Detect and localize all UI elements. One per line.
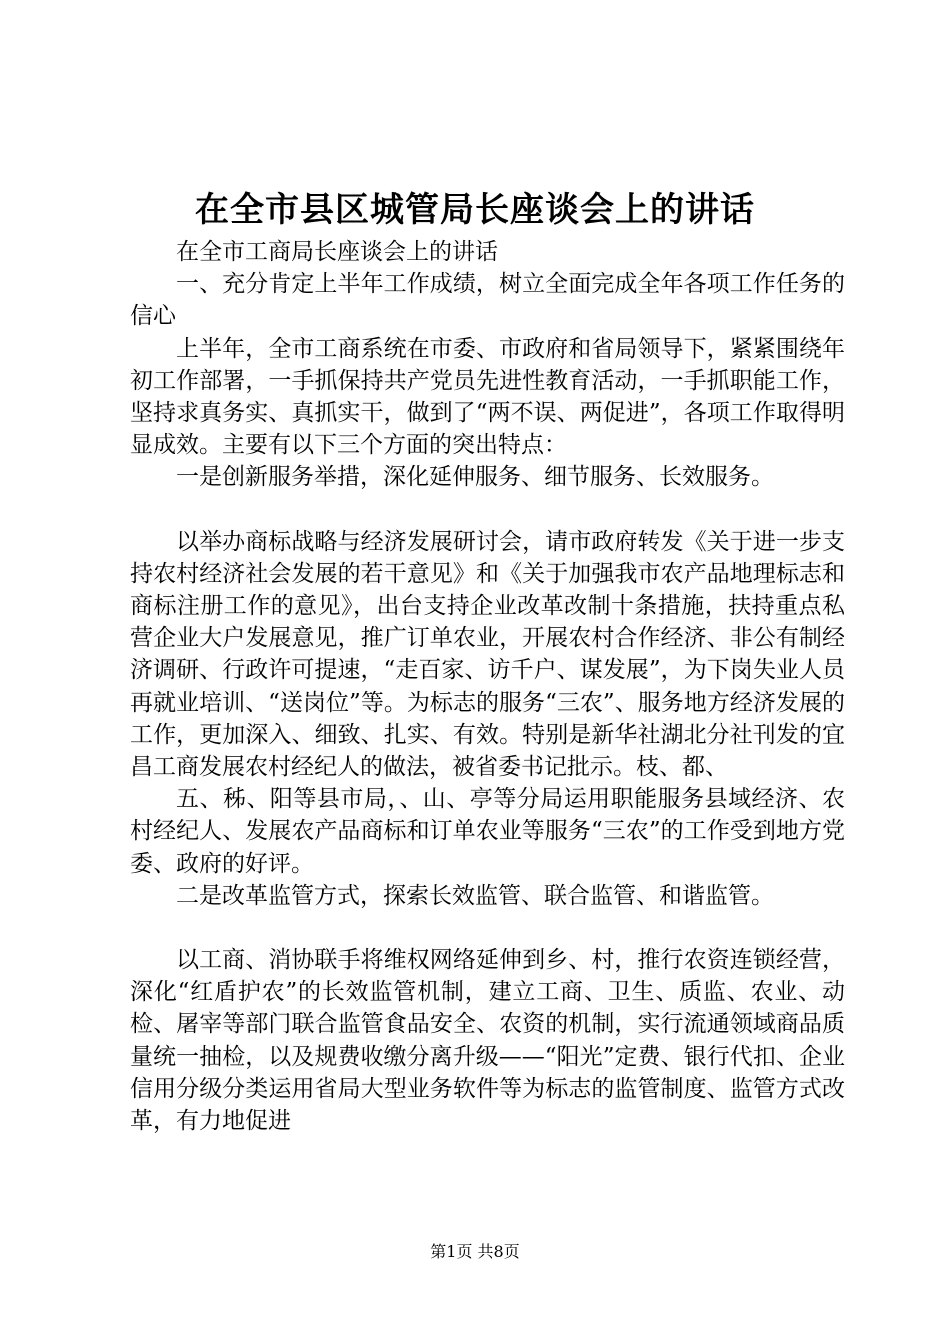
paragraph-body: 五、秭、阳等县市局，、山、亭等分局运用职能服务县域经济、农村经纪人、发展农产品商标和订单农业等服务“三农”的工作受到地方党委、政府的好评。 [130,786,845,877]
document-title: 在全市县区城管局长座谈会上的讲话 [195,190,755,230]
paragraph-body: 上半年，全市工商系统在市委、市政府和省局领导下，紧紧围绕年初工作部署，一手抓保持共产党员先进性教育活动，一手抓职能工作，坚持求真务实、真抓实干，做到了“两不误、两促进”，各项工作取得明显成效。主要有以下三个方面的突出特点： [130,335,845,459]
paragraph-body: 以举办商标战略与经济发展研讨会，请市政府转发《关于进一步支持农村经济社会发展的若干意见》和《关于加强我市农产品地理标志和商标注册工作的意见》，出台支持企业改革改制十条措施，扶持重点私营企业大户发展意见，推广订单农业，开展农村合作经济、非公有制经济调研、行政许可提速，“走百家、访千户、谋发展”，为下岗失业人员再就业培训、“送岗位”等。为标志的服务“三农”、服务地方经济发展的工作，更加深入、细致、扎实、有效。特别是新华社湖北分社刊发的宜昌工商发展农村经纪人的做法，被省委书记批示。枝、都、 [130,528,845,781]
paragraph-section-heading: 一、充分肯定上半年工作成绩，树立全面完成全年各项工作任务的信心 [130,271,845,330]
paragraph-body: 以工商、消协联手将维权网络延伸到乡、村，推行农资连锁经营，深化“红盾护农”的长效监管机制，建立工商、卫生、质监、农业、动检、屠宰等部门联合监管食品安全、农资的机制，实行流通领域商品质量统一抽检，以及规费收缴分离升级——“阳光”定费、银行代扣、企业信用分级分类运用省局大型业务软件等为标志的监管制度、监管方式改革，有力地促进 [130,947,845,1135]
document-body [130,236,845,1137]
page-number-footer: 第1页 共8页 [430,1242,520,1261]
paragraph-point-heading: 二是改革监管方式，探索长效监管、联合监管、和谐监管。 [176,882,774,909]
paragraph-subtitle: 在全市工商局长座谈会上的讲话 [176,239,498,265]
paragraph-point-heading: 一是创新服务举措，深化延伸服务、细节服务、长效服务。 [176,464,774,491]
